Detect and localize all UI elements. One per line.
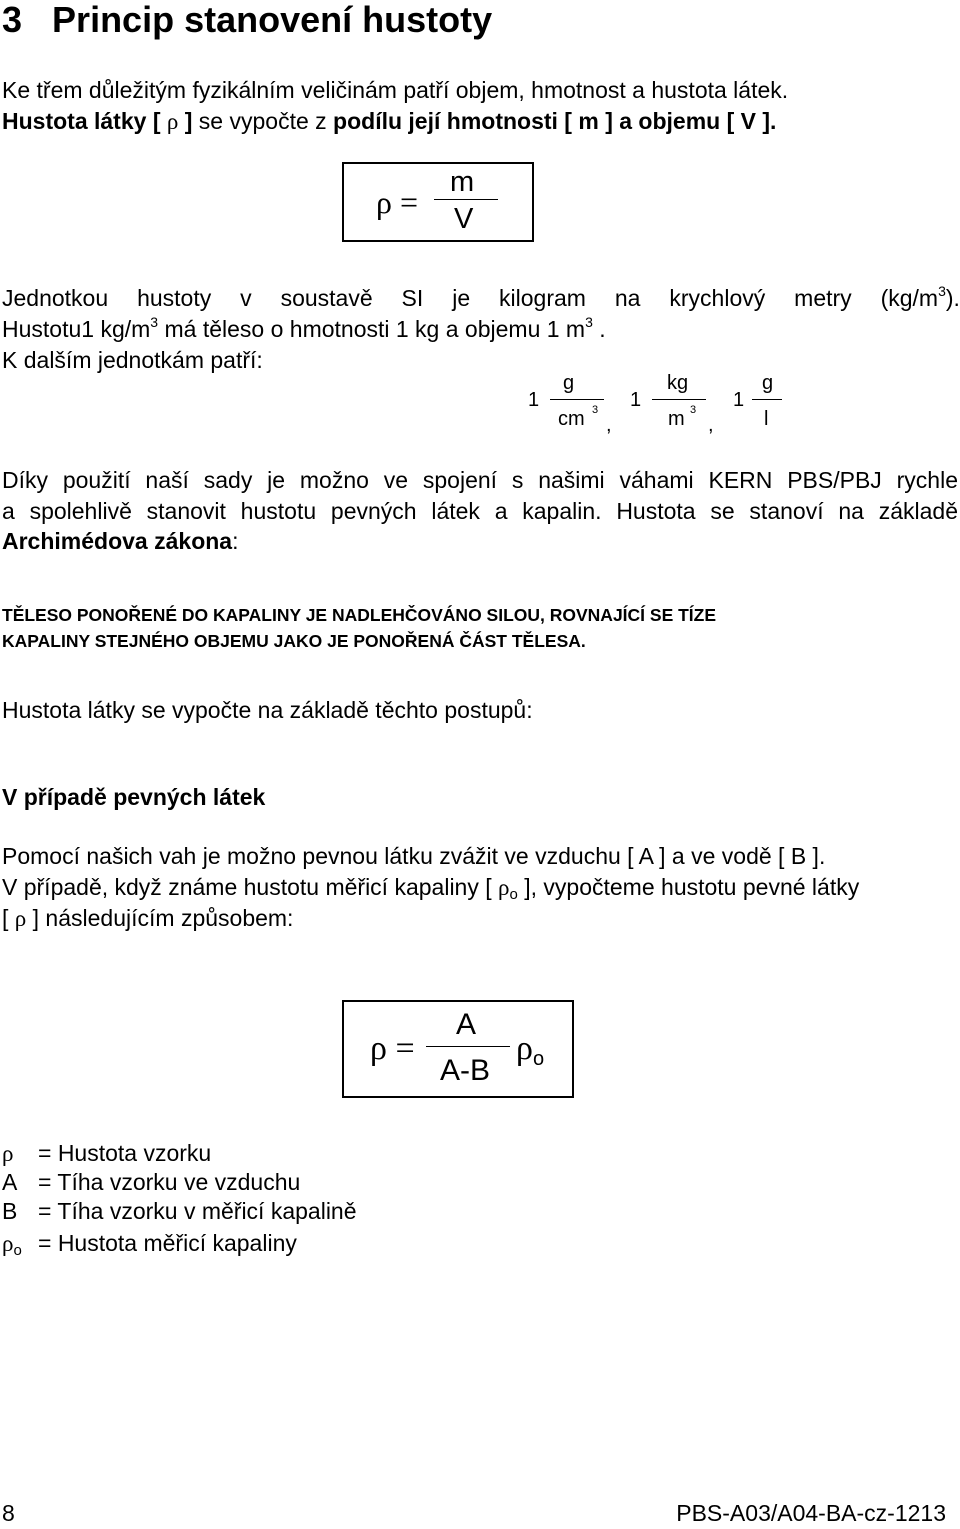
unit-denominator: m	[668, 408, 685, 430]
rho-symbol: ρ	[516, 1030, 533, 1067]
text: Hustotu1 kg/m	[2, 316, 151, 342]
word: metry	[794, 285, 852, 311]
solid-line-1: Pomocí našich vah je možno pevnou látku zvážit ve vzduchu [ A ] a ve vodě [ B ].	[2, 843, 826, 869]
legend-symbol: B	[2, 1198, 18, 1224]
legend-row	[2, 1139, 211, 1168]
unit-numerator: g	[762, 372, 774, 394]
unit-separator: ,	[606, 414, 612, 436]
intro-bold-text: podílu její hmotnosti [ m ] a objemu [ V ].	[333, 108, 777, 134]
unit-separator: ,	[708, 414, 714, 436]
archimedes-line-2: KAPALINY STEJNÉHO OBJEMU JAKO JE PONOŘENÁ ČÁST TĚLESA.	[2, 631, 586, 651]
unit-numerator: g	[563, 372, 575, 394]
unit-denominator: cm	[558, 408, 585, 430]
solid-line-3	[2, 903, 293, 934]
formula-lhs: ρ =	[370, 1030, 415, 1067]
unit-exponent: 3	[690, 404, 697, 416]
intro-text: se vypočte z	[192, 108, 334, 134]
legend-row	[2, 1197, 357, 1226]
word: v	[240, 285, 252, 311]
unit-fraction-bar	[652, 399, 706, 400]
unit-kg-m3	[881, 283, 960, 314]
word: je	[452, 285, 471, 311]
legend-symbol	[2, 1229, 38, 1258]
legend-text: = Tíha vzorku ve vzduchu	[38, 1169, 301, 1195]
rho-symbol: ρ	[166, 109, 179, 134]
legend-row	[2, 1229, 297, 1258]
word: soustavě	[280, 285, 373, 311]
word: krychlový	[669, 285, 766, 311]
document-code: PBS-A03/A04-BA-cz-1213	[676, 1500, 946, 1526]
superscript: 3	[938, 283, 946, 299]
formula-lhs: ρ =	[376, 184, 419, 220]
formula-numerator-a: A	[456, 1008, 477, 1041]
text: ], vypočteme hustotu pevné látky	[517, 874, 860, 900]
unit-fraction-bar	[752, 399, 782, 400]
superscript: 3	[585, 314, 593, 330]
word: SI	[401, 285, 424, 311]
solid-line-2	[2, 872, 859, 903]
intro-bracket-open: Hustota látky [	[2, 108, 161, 134]
density-formula-box	[342, 162, 534, 242]
kern-line-2: a spolehlivě stanovit hustotu pevných látek a kapalin. Hustota se stanoví na základě	[2, 498, 958, 524]
fraction-bar	[426, 1046, 510, 1047]
word: na	[614, 285, 641, 311]
legend-row	[2, 1168, 300, 1197]
text: V případě, když známe hustotu měřicí kapaliny [	[2, 874, 499, 900]
text: .	[592, 316, 606, 342]
section-heading	[2, 0, 492, 40]
unit-denominator: l	[764, 408, 769, 430]
intro-line-2	[2, 106, 776, 137]
formula-numerator-m: m	[450, 166, 475, 198]
units-line-2	[2, 314, 606, 345]
formula-denominator-v: V	[454, 203, 474, 235]
subscript: o	[13, 1242, 22, 1259]
unit-coef: 1	[630, 389, 642, 411]
subscript: o	[532, 1048, 545, 1070]
section-number: 3	[2, 0, 23, 40]
word: ).	[945, 285, 960, 311]
solid-density-formula-box	[342, 1000, 574, 1098]
text: má těleso o hmotnosti 1 kg a objemu 1 m	[158, 316, 586, 342]
unit-fraction-bar	[550, 399, 604, 400]
subscript: o	[509, 886, 518, 903]
intro-bracket-close: ]	[184, 108, 193, 134]
units-line-3: K dalším jednotkám patří:	[2, 347, 263, 373]
formula-denominator-a-b: A-B	[440, 1054, 491, 1087]
word: (kg/m	[880, 285, 939, 311]
rho-symbol: ρ	[14, 906, 27, 931]
unit-coef: 1	[733, 389, 745, 411]
legend-symbol: A	[2, 1169, 18, 1195]
legend-text: = Hustota měřicí kapaliny	[38, 1230, 297, 1256]
rho-symbol: ρ	[498, 875, 510, 900]
word: kilogram	[499, 285, 586, 311]
page-number: 8	[2, 1500, 15, 1526]
text: [	[2, 905, 15, 931]
formula-rho-o	[516, 1030, 544, 1078]
rho-symbol: ρ	[2, 1231, 14, 1256]
text: :	[232, 528, 239, 554]
units-line-1	[2, 283, 960, 314]
procedure-intro: Hustota látky se vypočte na základě těchto postupů:	[2, 697, 533, 723]
word: Jednotkou	[2, 285, 109, 311]
kern-line-3	[2, 526, 238, 557]
archimedes-line-1: TĚLESO PONOŘENÉ DO KAPALINY JE NADLEHČOVÁNO SILOU, ROVNAJÍCÍ SE TÍZE	[2, 605, 717, 625]
section-title: Princip stanovení hustoty	[52, 0, 493, 40]
solid-substances-heading: V případě pevných látek	[2, 784, 266, 810]
intro-line-1: Ke třem důležitým fyzikálním veličinám patří objem, hmotnost a hustota látek.	[2, 77, 789, 103]
unit-exponent: 3	[592, 404, 599, 416]
unit-numerator: kg	[667, 372, 689, 394]
text: ] následujícím způsobem:	[26, 905, 294, 931]
archimedes-law-label: Archimédova zákona	[2, 528, 233, 554]
legend-text: = Tíha vzorku v měřicí kapalině	[38, 1198, 357, 1224]
word: hustoty	[137, 285, 212, 311]
fraction-bar	[434, 199, 498, 200]
legend-symbol: ρ	[2, 1141, 14, 1166]
superscript: 3	[150, 314, 159, 330]
legend-text: = Hustota vzorku	[38, 1140, 212, 1166]
kern-line-1: Díky použití naší sady je možno ve spojení s našimi váhami KERN PBS/PBJ rychle	[2, 467, 958, 493]
unit-coef: 1	[528, 389, 540, 411]
